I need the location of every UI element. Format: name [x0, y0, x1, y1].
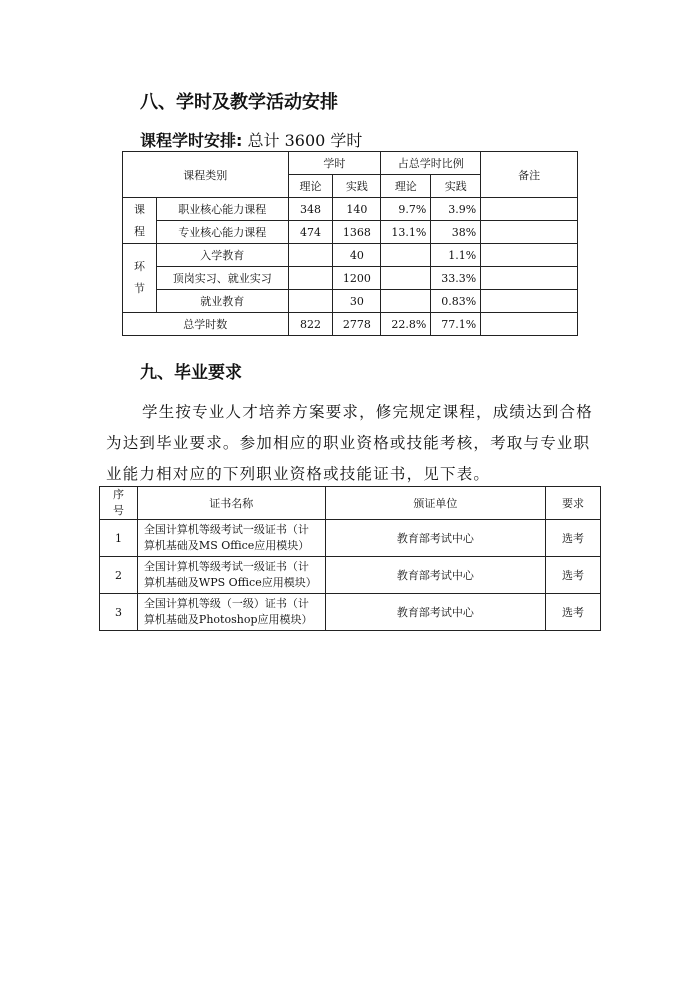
- subtitle-total: 总计 3600 学时: [242, 131, 363, 150]
- header-ratio: 占总学时比例: [381, 152, 481, 175]
- row-practice-pct: 33.3%: [431, 267, 481, 290]
- group-link: 环节: [123, 244, 157, 313]
- cert-req: 选考: [546, 557, 601, 594]
- group-course: 课程: [123, 198, 157, 244]
- row-notes: [481, 198, 578, 221]
- graduation-paragraph: 学生按专业人才培养方案要求，修完规定课程，成绩达到合格为达到毕业要求。参加相应的职业资格或技能考核，考取与专业职业能力相对应的下列职业资格或技能证书，见下表。: [106, 403, 593, 483]
- row-notes: [481, 244, 578, 267]
- total-label: 总学时数: [123, 313, 289, 336]
- cert-req: 选考: [546, 520, 601, 557]
- header-req: 要求: [546, 487, 601, 520]
- row-theory-pct: [381, 244, 431, 267]
- header-issuer: 颁证单位: [325, 487, 545, 520]
- row-name: 入学教育: [156, 244, 288, 267]
- row-practice-pct: 38%: [431, 221, 481, 244]
- row-practice-pct: 0.83%: [431, 290, 481, 313]
- row-practice: 1200: [333, 267, 381, 290]
- row-theory: 474: [288, 221, 333, 244]
- row-notes: [481, 290, 578, 313]
- cert-issuer: 教育部考试中心: [325, 520, 545, 557]
- cert-name: 全国计算机等级考试一级证书（计算机基础及WPS Office应用模块）: [137, 557, 325, 594]
- cert-req: 选考: [546, 594, 601, 631]
- row-theory: [288, 244, 333, 267]
- section-8-heading: 八、学时及教学活动安排: [140, 92, 338, 113]
- total-notes: [481, 313, 578, 336]
- certificate-table: [99, 486, 601, 631]
- row-name: 专业核心能力课程: [156, 221, 288, 244]
- row-name: 就业教育: [156, 290, 288, 313]
- row-theory: 348: [288, 198, 333, 221]
- row-notes: [481, 267, 578, 290]
- total-practice-pct: 77.1%: [431, 313, 481, 336]
- row-practice: 40: [333, 244, 381, 267]
- cert-no: 1: [100, 520, 138, 557]
- row-practice: 140: [333, 198, 381, 221]
- row-practice: 1368: [333, 221, 381, 244]
- header-hours: 学时: [288, 152, 381, 175]
- row-practice-pct: 3.9%: [431, 198, 481, 221]
- cert-issuer: 教育部考试中心: [325, 557, 545, 594]
- header-notes: 备注: [481, 152, 578, 198]
- row-practice: 30: [333, 290, 381, 313]
- row-name: 职业核心能力课程: [156, 198, 288, 221]
- header-no: 序号: [100, 487, 138, 520]
- hours-table: [122, 151, 578, 336]
- header-theory: 理论: [288, 175, 333, 198]
- cert-no: 3: [100, 594, 138, 631]
- row-theory-pct: [381, 267, 431, 290]
- row-theory-pct: 9.7%: [381, 198, 431, 221]
- total-theory-pct: 22.8%: [381, 313, 431, 336]
- course-hours-subtitle: [140, 128, 362, 151]
- row-theory: [288, 290, 333, 313]
- header-cert: 证书名称: [137, 487, 325, 520]
- row-name: 顶岗实习、就业实习: [156, 267, 288, 290]
- row-theory-pct: [381, 290, 431, 313]
- cert-name: 全国计算机等级考试一级证书（计算机基础及MS Office应用模块）: [137, 520, 325, 557]
- header-category: 课程类别: [123, 152, 289, 198]
- header-practice-pct: 实践: [431, 175, 481, 198]
- cert-no: 2: [100, 557, 138, 594]
- row-notes: [481, 221, 578, 244]
- row-theory-pct: 13.1%: [381, 221, 431, 244]
- row-theory: [288, 267, 333, 290]
- row-practice-pct: 1.1%: [431, 244, 481, 267]
- total-theory: 822: [288, 313, 333, 336]
- cert-name: 全国计算机等级（一级）证书（计算机基础及Photoshop应用模块）: [137, 594, 325, 631]
- cert-issuer: 教育部考试中心: [325, 594, 545, 631]
- header-theory-pct: 理论: [381, 175, 431, 198]
- subtitle-label: 课程学时安排:: [140, 131, 243, 150]
- header-practice: 实践: [333, 175, 381, 198]
- section-9-heading: 九、毕业要求: [140, 363, 242, 383]
- total-practice: 2778: [333, 313, 381, 336]
